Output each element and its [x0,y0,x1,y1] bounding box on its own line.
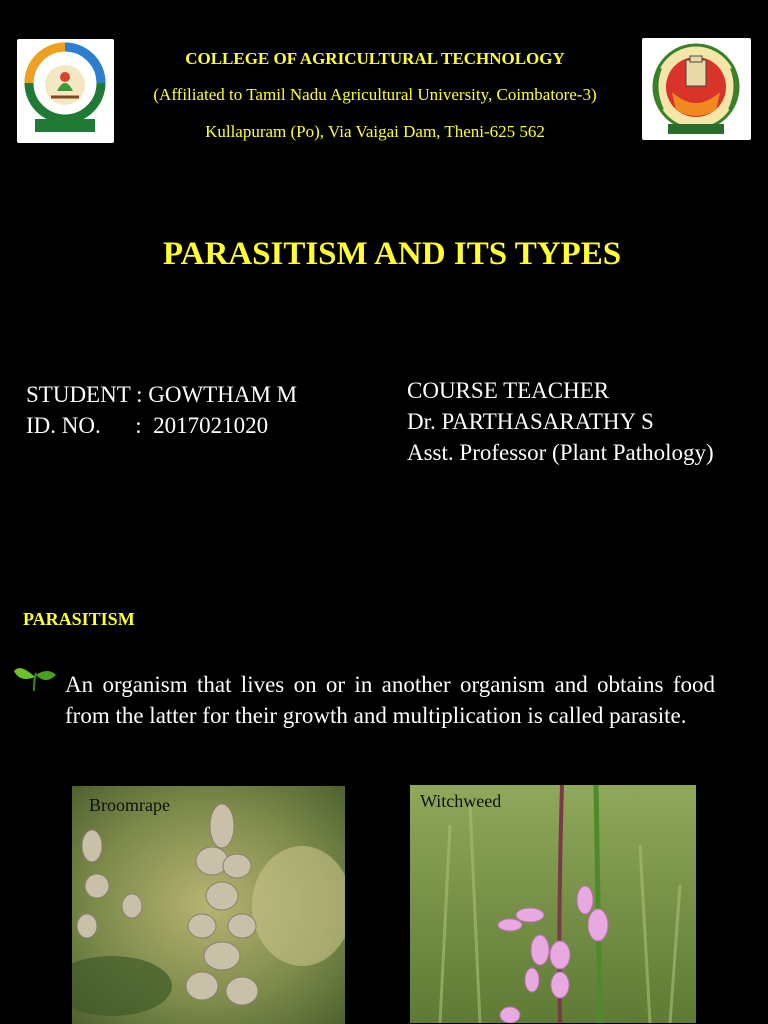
teacher-name: Dr. PARTHASARATHY S [407,409,654,434]
student-id: ID. NO. : 2017021020 [26,413,269,438]
green-sprout-icon [12,661,58,693]
witchweed-photo [410,785,696,1023]
address-text: Kullapuram (Po), Via Vaigai Dam, Theni-625 562 [205,122,545,141]
student-name: STUDENT : GOWTHAM M [26,382,298,407]
section-heading: PARASITISM [23,609,135,629]
witchweed-label: Witchweed [420,791,502,811]
broomrape-photo [72,786,345,1024]
student-info [26,379,297,441]
college-name: COLLEGE OF AGRICULTURAL TECHNOLOGY [185,49,565,68]
broomrape-label: Broomrape [89,795,170,815]
slide-title: PARASITISM AND ITS TYPES [162,236,622,272]
college-logo [17,39,114,143]
definition-text: An organism that lives on or in another organism and obtains food from the latter for their growth and multiplication is called parasite. [65,672,715,728]
teacher-info [407,375,714,468]
teacher-designation: Asst. Professor (Plant Pathology) [407,440,714,465]
teacher-heading: COURSE TEACHER [407,378,610,403]
affiliation-text: (Affiliated to Tamil Nadu Agricultural University, Coimbatore-3) [153,85,597,104]
university-emblem [642,38,751,140]
